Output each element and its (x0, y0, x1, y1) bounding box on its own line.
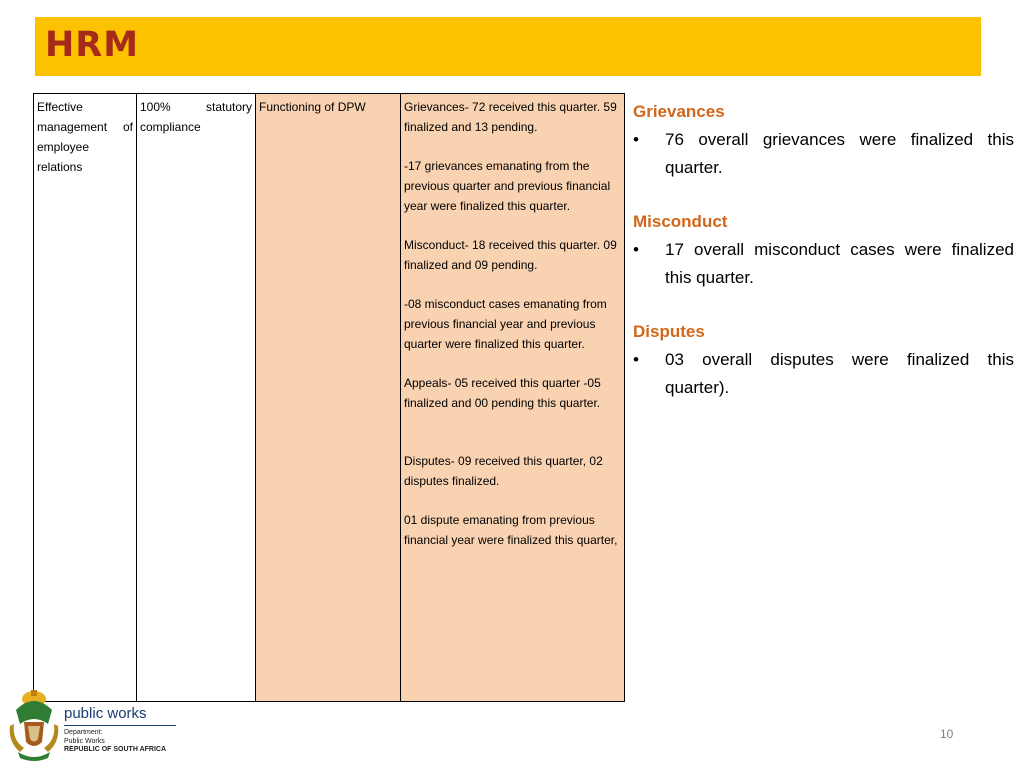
cell-target: 100% statutory compliance (137, 94, 256, 702)
bullet-text: 03 overall disputes were finalized this quarter). (665, 350, 1014, 397)
logo-country: REPUBLIC OF SOUTH AFRICA (64, 746, 167, 753)
page-number: 10 (940, 727, 954, 741)
summary-section-grievances (633, 98, 1014, 182)
section-heading: Misconduct (633, 212, 728, 231)
bullet-icon: • (633, 240, 639, 259)
dept-line: Department: (64, 729, 103, 736)
section-heading: Grievances (633, 102, 725, 121)
logo-department (64, 728, 105, 746)
summary-panel (633, 98, 1014, 428)
cell-objective: Effective management of employee relations (34, 94, 137, 702)
progress-paragraph: Disputes- 09 received this quarter, 02 disputes finalized. (404, 454, 603, 488)
progress-paragraph: -17 grievances emanating from the previous quarter and previous financial year were finalized this quarter. (404, 159, 611, 213)
table-row (34, 94, 625, 702)
hrm-table (33, 93, 625, 702)
progress-paragraph: Appeals- 05 received this quarter -05 finalized and 00 pending this quarter. (404, 376, 601, 410)
progress-paragraph: Grievances- 72 received this quarter. 59 finalized and 13 pending. (404, 100, 617, 134)
slide-title: HRM (45, 25, 140, 65)
progress-paragraph: -08 misconduct cases emanating from previous financial year and previous quarter were finalized this quarter. (404, 297, 607, 351)
cell-progress (401, 94, 625, 702)
bullet-item (633, 346, 1014, 402)
title-bar (35, 17, 981, 76)
logo-wordmark: public works (64, 705, 147, 722)
public-works-logo (6, 683, 181, 763)
progress-paragraph: Misconduct- 18 received this quarter. 09 finalized and 09 pending. (404, 238, 617, 272)
bullet-icon: • (633, 130, 639, 149)
bullet-icon: • (633, 350, 639, 369)
summary-section-disputes (633, 318, 1014, 402)
cell-indicator: Functioning of DPW (256, 94, 401, 702)
bullet-item (633, 126, 1014, 182)
bullet-text: 17 overall misconduct cases were finalized this quarter. (665, 240, 1014, 287)
summary-section-misconduct (633, 208, 1014, 292)
progress-paragraph: 01 dispute emanating from previous financial year were finalized this quarter, (404, 513, 618, 547)
section-heading: Disputes (633, 322, 705, 341)
bullet-text: 76 overall grievances were finalized this quarter. (665, 130, 1014, 177)
logo-divider (64, 725, 176, 726)
coat-of-arms-icon (8, 684, 60, 762)
dept-line: Public Works (64, 738, 105, 745)
bullet-item (633, 236, 1014, 292)
